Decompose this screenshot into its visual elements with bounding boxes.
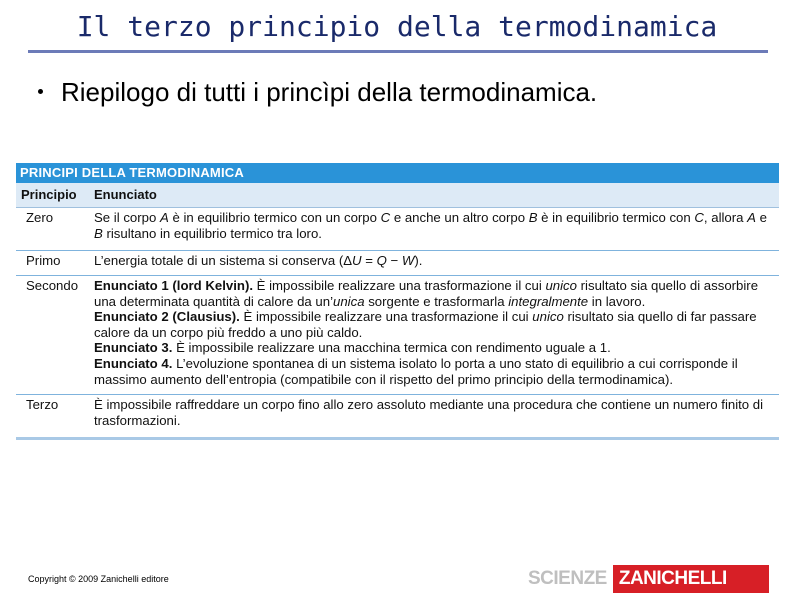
table-row-secondo [16,276,779,395]
row-statement-primo: L’energia totale di un sistema si conserva (ΔU = Q − W). [94,253,423,268]
table-bottom-border [16,437,779,440]
publisher-logo [528,565,769,593]
column-header-principle: Principio [21,187,77,202]
title-divider [28,50,768,53]
row-label-secondo: Secondo [26,278,79,293]
table-row-primo [16,251,779,276]
logo-zanichelli-text: ZANICHELLI [613,565,769,593]
principles-table [16,163,779,440]
table-row-terzo [16,395,779,437]
column-header-statement: Enunciato [94,187,157,202]
row-statement-secondo: Enunciato 1 (lord Kelvin). È impossibile realizzare una trasformazione il cui unico risultato sia quello di assorbire una determinata quantità di calore da un’unica sorgente e trasformarla integralmente in lavoro. Enunciato 2 (Clausius). È impossibile realizzare una trasformazione il cui unico risultato sia quello di far passare calore da un corpo più freddo a uno più caldo. Enunciato 3. È impossibile realizzare una macchina termica con rendimento uguale a 1. Enunciato 4. L’evoluzione spontanea di un sistema isolato lo porta a uno stato di equilibrio a cui corrisponde il massimo aumento dell’entropia (compatibile con il rispetto del primo principio della termodinamica). [94,278,759,387]
bullet-text: Riepilogo di tutti i princìpi della termodinamica. [61,77,598,107]
table-header-row [16,183,779,208]
table-caption: PRINCIPI DELLA TERMODINAMICA [16,163,779,183]
bullet-item [38,77,597,108]
row-statement-zero: Se il corpo A è in equilibrio termico con un corpo C e anche un altro corpo B è in equilibrio termico con C, allora A e B risultano in equilibrio termico tra loro. [94,210,767,241]
row-statement-terzo: È impossibile raffreddare un corpo fino allo zero assoluto mediante una procedura che contiene un numero finito di trasformazioni. [94,397,764,428]
slide-title: Il terzo principio della termodinamica [76,10,718,43]
row-label-zero: Zero [26,210,54,225]
copyright-text: Copyright © 2009 Zanichelli editore [28,574,169,584]
table-row-zero [16,208,779,251]
bullet-dot-icon [38,89,43,94]
logo-scienze-text: SCIENZE [528,568,607,589]
row-label-terzo: Terzo [26,397,59,412]
row-label-primo: Primo [26,253,61,268]
